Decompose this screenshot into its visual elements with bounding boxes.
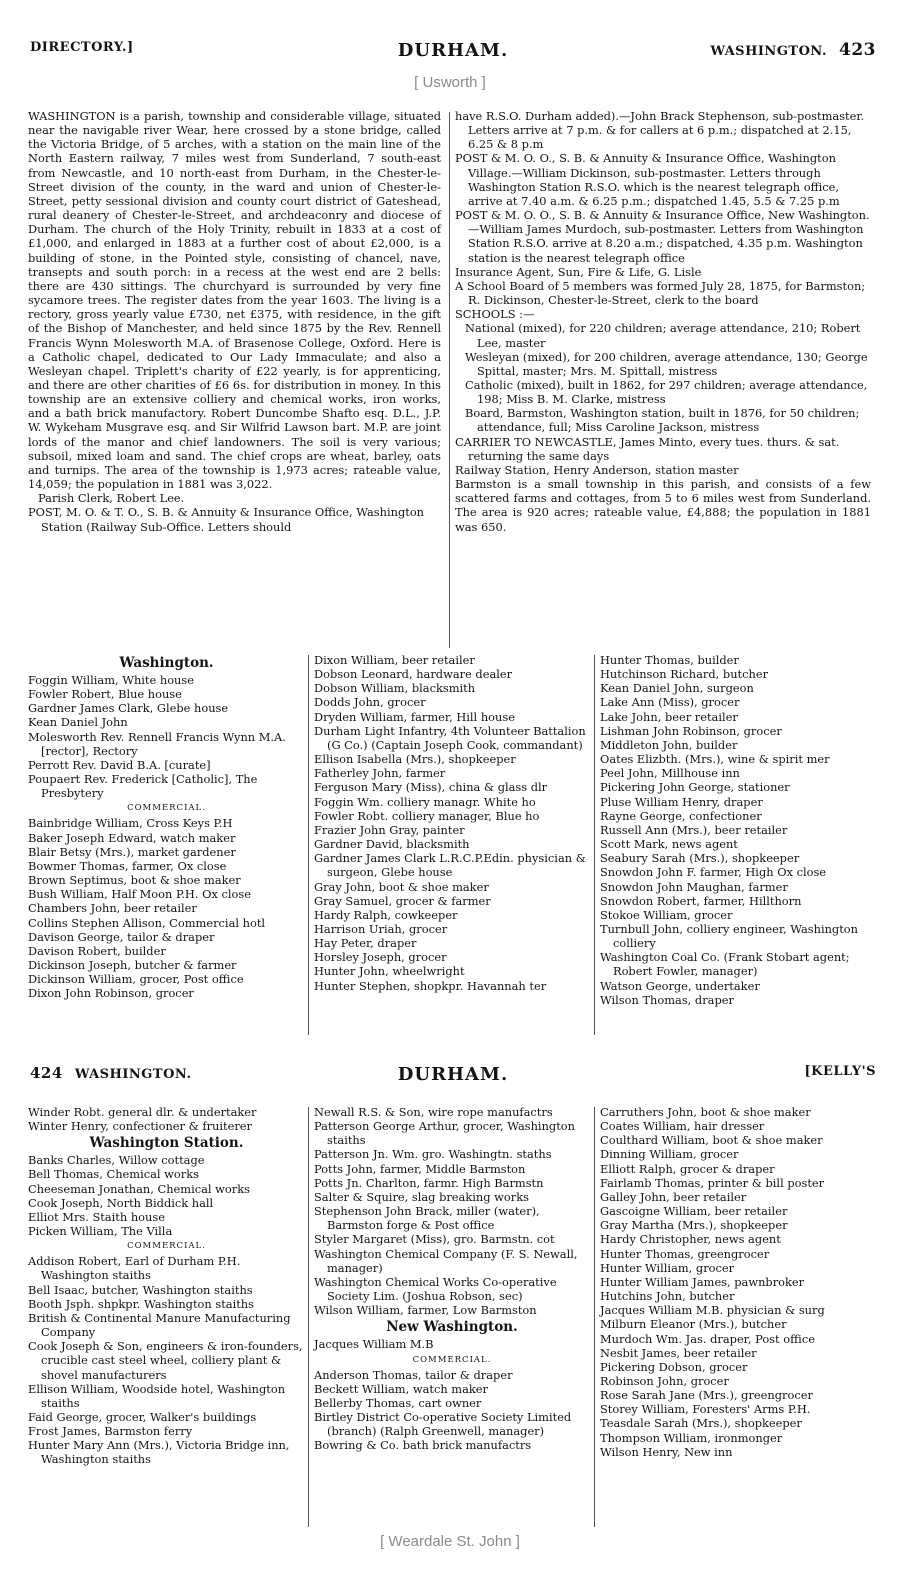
directory-entry: Hay Peter, draper <box>314 936 417 951</box>
intro-entry: POST & M. O. O., S. B. & Annuity & Insurance Office, Washington Village.—William Dickinson, sub-postmaster. Letters through Washington Station R.S.O. which is the nearest telegraph office, arrive at 7.40 a.m. & 6.25 p.m.; dispatched 1.45, 5.5 & 7.25 p.m <box>455 151 840 208</box>
column-rule <box>594 655 595 1035</box>
directory-entry: Styler Margaret (Miss), gro. Barmstn. cot <box>314 1232 555 1247</box>
directory-entry: Jacques William M.B. physician & surg <box>600 1303 825 1318</box>
directory-entry: Hunter William, grocer <box>600 1260 735 1275</box>
section-heading: Washington. <box>119 655 214 671</box>
directory-entry: Washington Coal Co. (Frank Stobart agent; Robert Fowler, manager) <box>600 950 850 979</box>
directory-entry: Bowmer Thomas, farmer, Ox close <box>28 858 227 873</box>
directory-entry: Bell Isaac, butcher, Washington staiths <box>28 1282 253 1297</box>
directory-entry: Fairlamb Thomas, printer & bill poster <box>600 1175 825 1190</box>
directory-entry: Gray Martha (Mrs.), shopkeeper <box>600 1218 788 1233</box>
directory-entry: Chambers John, beer retailer <box>28 901 197 916</box>
section-heading: Washington Station. <box>89 1135 244 1152</box>
directory-entry: Gardner James Clark L.R.C.P.Edin. physician & surgeon, Glebe house <box>314 851 586 880</box>
intro-entry: A School Board of 5 members was formed July 28, 1875, for Barmston; R. Dickinson, Chester-le-Street, clerk to the board <box>455 278 866 308</box>
directory-entry: Wilson William, farmer, Low Barmston <box>314 1303 537 1318</box>
directory-entry: Lake Ann (Miss), grocer <box>600 695 740 710</box>
directory-entry: Bowring & Co. bath brick manufactrs <box>314 1438 532 1453</box>
directory-entry: Ferguson Mary (Miss), china & glass dlr <box>314 780 548 795</box>
directory-entry: Dobson William, blacksmith <box>314 681 476 696</box>
directory-entry: Peel John, Millhouse inn <box>600 766 740 781</box>
column-rule <box>308 655 309 1035</box>
directory-entry: Cook Joseph & Son, engineers & iron-founders, crucible cast steel wheel, colliery plant & shovel manufacturers <box>28 1339 303 1382</box>
directory-entry: Hutchins John, butcher <box>600 1289 735 1304</box>
header-place: WASHINGTON. <box>710 44 827 59</box>
directory-entry: Storey William, Foresters' Arms P.H. <box>600 1402 811 1417</box>
directory-entry: Elliot Mrs. Staith house <box>28 1209 165 1224</box>
directory-entry: Snowdon Robert, farmer, Hillthorn <box>600 893 802 908</box>
directory-entry: Snowdon John Maughan, farmer <box>600 879 788 894</box>
directory-entry: Rayne George, confectioner <box>600 808 762 823</box>
directory-entry: Pickering Dobson, grocer <box>600 1359 748 1374</box>
directory-entry: Kean Daniel John <box>28 715 128 730</box>
directory-entry: Dobson Leonard, hardware dealer <box>314 667 513 682</box>
page-number: 424 <box>30 1064 63 1082</box>
directory-entry: Coates William, hair dresser <box>600 1119 765 1134</box>
intro-entry: SCHOOLS :— <box>455 307 535 322</box>
directory-entry: Dixon John Robinson, grocer <box>28 986 194 1001</box>
directory-column-1 <box>28 653 305 1000</box>
directory-entry: Fowler Robert, Blue house <box>28 687 182 702</box>
intro-entry: Parish Clerk, Robert Lee. <box>38 491 185 506</box>
directory-entry: Dodds John, grocer <box>314 695 426 710</box>
column-rule <box>449 112 450 648</box>
directory-column-2 <box>314 653 590 993</box>
directory-entry: Lake John, beer retailer <box>600 709 738 724</box>
directory-entry: Ellison Isabella (Mrs.), shopkeeper <box>314 752 516 767</box>
directory-entry: Blair Betsy (Mrs.), market gardener <box>28 844 236 859</box>
intro-right-column <box>455 109 871 534</box>
directory-entry: Carruthers John, boot & shoe maker <box>600 1105 811 1119</box>
directory-entry: Gray John, boot & shoe maker <box>314 879 489 894</box>
directory-entry: Dickinson William, grocer, Post office <box>28 972 244 987</box>
directory-entry: Hunter Thomas, builder <box>600 653 739 667</box>
directory-entry: Ellison William, Woodside hotel, Washington staiths <box>28 1381 286 1410</box>
directory-entry: Foggin William, White house <box>28 673 194 687</box>
directory-entry: Cheeseman Jonathan, Chemical works <box>28 1181 250 1196</box>
directory-entry: Hutchinson Richard, butcher <box>600 667 769 682</box>
p424-column-1 <box>28 1105 305 1467</box>
directory-entry: Russell Ann (Mrs.), beer retailer <box>600 822 788 837</box>
header-left: DIRECTORY.] <box>30 40 134 55</box>
directory-entry: Fatherley John, farmer <box>314 766 446 781</box>
directory-entry: Winter Henry, confectioner & fruiterer <box>28 1119 252 1134</box>
header-right <box>710 40 876 60</box>
directory-entry: Stokoe William, grocer <box>600 907 733 922</box>
directory-entry: Stephenson John Brack, miller (water), Barmston forge & Post office <box>314 1204 540 1233</box>
directory-entry: Pluse William Henry, draper <box>600 794 763 809</box>
directory-entry: Dryden William, farmer, Hill house <box>314 709 515 724</box>
directory-entry: Lishman John Robinson, grocer <box>600 723 782 738</box>
directory-entry: Fowler Robt. colliery manager, Blue ho <box>314 808 540 823</box>
directory-entry: Dixon William, beer retailer <box>314 653 475 667</box>
directory-entry: Bell Thomas, Chemical works <box>28 1167 199 1182</box>
directory-entry: Foggin Wm. colliery managr. White ho <box>314 794 536 809</box>
intro-entry: Insurance Agent, Sun, Fire & Life, G. Lisle <box>455 264 702 279</box>
directory-entry: Davison George, tailor & draper <box>28 929 215 944</box>
directory-entry: Bainbridge William, Cross Keys P.H <box>28 816 233 831</box>
directory-entry: Thompson William, ironmonger <box>600 1430 783 1445</box>
directory-column-3 <box>600 653 880 1007</box>
directory-entry: Davison Robert, builder <box>28 943 166 958</box>
directory-entry: Hunter Thomas, greengrocer <box>600 1246 770 1261</box>
directory-entry: Winder Robt. general dlr. & undertaker <box>28 1105 257 1119</box>
directory-entry: Snowdon John F. farmer, High Ox close <box>600 865 827 880</box>
directory-entry: Bush William, Half Moon P.H. Ox close <box>28 887 251 902</box>
directory-entry: Nesbit James, beer retailer <box>600 1345 757 1360</box>
page-number: 423 <box>839 40 876 60</box>
directory-entry: Birtley District Co-operative Society Limited (branch) (Ralph Greenwell, manager) <box>314 1409 572 1439</box>
directory-entry: Turnbull John, colliery engineer, Washington colliery <box>600 921 858 951</box>
directory-entry: Poupaert Rev. Frederick [Catholic], The Presbytery <box>28 772 258 801</box>
directory-entry: Coulthard William, boot & shoe maker <box>600 1133 823 1148</box>
directory-entry: Milburn Eleanor (Mrs.), butcher <box>600 1317 787 1332</box>
directory-entry: Banks Charles, Willow cottage <box>28 1153 205 1168</box>
directory-entry: Scott Mark, news agent <box>600 837 738 852</box>
directory-entry: Collins Stephen Allison, Commercial hotl <box>28 915 266 930</box>
directory-entry: Rose Sarah Jane (Mrs.), greengrocer <box>600 1388 813 1403</box>
directory-entry: Robinson John, grocer <box>600 1373 729 1388</box>
directory-entry: Washington Chemical Company (F. S. Newall, manager) <box>314 1246 578 1275</box>
directory-entry: Watson George, undertaker <box>600 978 760 993</box>
directory-entry: Molesworth Rev. Rennell Francis Wynn M.A. [rector], Rectory <box>28 729 286 758</box>
directory-entry: Picken William, The Villa <box>28 1224 173 1239</box>
header-right: [KELLY'S <box>804 1064 876 1079</box>
directory-entry: Hardy Christopher, news agent <box>600 1232 781 1247</box>
directory-entry: Hunter John, wheelwright <box>314 964 465 979</box>
directory-entry: Dinning William, grocer <box>600 1147 739 1162</box>
next-parish-link[interactable]: [ Weardale St. John ] <box>380 1533 520 1550</box>
directory-entry: Salter & Squire, slag breaking works <box>314 1189 529 1204</box>
intro-left-column <box>28 109 441 534</box>
prev-parish-link[interactable]: [ Usworth ] <box>414 74 486 91</box>
directory-entry: Booth Jsph. shpkpr. Washington staiths <box>28 1296 254 1311</box>
directory-entry: Hardy Ralph, cowkeeper <box>314 907 458 922</box>
section-heading: New Washington. <box>386 1319 518 1336</box>
directory-entry: Teasdale Sarah (Mrs.), shopkeeper <box>600 1416 802 1431</box>
directory-entry: Elliott Ralph, grocer & draper <box>600 1161 775 1176</box>
directory-entry: Newall R.S. & Son, wire rope manufactrs <box>314 1105 553 1119</box>
header-center: DURHAM. <box>397 40 509 61</box>
column-rule <box>594 1107 595 1527</box>
directory-entry: Brown Septimus, boot & shoe maker <box>28 873 241 888</box>
header-center: DURHAM. <box>397 1064 509 1085</box>
page-424-header <box>30 1064 876 1088</box>
directory-entry: Pickering John George, stationer <box>600 780 790 795</box>
page-423-header <box>30 40 876 64</box>
p424-column-2 <box>314 1105 590 1452</box>
directory-entry: Hunter Mary Ann (Mrs.), Victoria Bridge inn, Washington staiths <box>28 1438 290 1467</box>
directory-entry: Bellerby Thomas, cart owner <box>314 1395 482 1410</box>
directory-entry: Seabury Sarah (Mrs.), shopkeeper <box>600 851 800 866</box>
directory-entry: Gray Samuel, grocer & farmer <box>314 893 491 908</box>
intro-entry: CARRIER TO NEWCASTLE, James Minto, every tues. thurs. & sat. returning the same days <box>455 434 840 463</box>
intro-entry: Board, Barmston, Washington station, built in 1876, for 50 children; attendance, full; Miss Caroline Jackson, mistress <box>465 406 860 435</box>
directory-entry: Jacques William M.B <box>314 1337 434 1352</box>
intro-entry: POST, M. O. & T. O., S. B. & Annuity & Insurance Office, Washington Station (Railway Sub-Office. Letters should <box>28 505 425 534</box>
directory-entry: Gardner James Clark, Glebe house <box>28 701 229 716</box>
directory-entry: Patterson George Arthur, grocer, Washington staiths <box>314 1119 575 1148</box>
directory-entry: Baker Joseph Edward, watch maker <box>28 830 236 845</box>
directory-entry: Dickinson Joseph, butcher & farmer <box>28 957 237 972</box>
intro-entry: National (mixed), for 220 children; average attendance, 210; Robert Lee, master <box>465 321 861 350</box>
directory-entry: Harrison Uriah, grocer <box>314 921 448 936</box>
directory-entry: British & Continental Manure Manufacturing Company <box>28 1310 291 1340</box>
directory-entry: Gardner David, blacksmith <box>314 837 470 852</box>
directory-entry: Galley John, beer retailer <box>600 1189 747 1204</box>
intro-entry: have R.S.O. Durham added).—John Brack Stephenson, sub-postmaster. Letters arrive at 7 p.m. & for callers at 6 p.m.; dispatched at 2.15, 6.25 & 8 p.m <box>455 109 865 152</box>
intro-entry: Catholic (mixed), built in 1862, for 297 children; average attendance, 198; Miss B. M. Clarke, mistress <box>465 377 868 407</box>
commercial-label: COMMERCIAL. <box>412 1354 492 1365</box>
directory-entry: Potts John, farmer, Middle Barmston <box>314 1161 526 1176</box>
intro-entry: Barmston is a small township in this parish, and consists of a few scattered farms and cottages, from 5 to 6 miles west from Sunderland. The area is 920 acres; rateable value, £4,888; the population in 1881 was 650. <box>455 477 871 534</box>
header-place: WASHINGTON. <box>74 1067 192 1082</box>
directory-entry: Addison Robert, Earl of Durham P.H. Washington staiths <box>28 1254 241 1283</box>
column-rule <box>308 1107 309 1527</box>
directory-entry: Durham Light Infantry, 4th Volunteer Battalion (G Co.) (Captain Joseph Cook, commandant) <box>314 723 586 752</box>
directory-entry: Potts Jn. Charlton, farmr. High Barmstn <box>314 1175 544 1190</box>
directory-entry: Murdoch Wm. Jas. draper, Post office <box>600 1331 815 1346</box>
intro-entry: Railway Station, Henry Anderson, station master <box>455 462 739 477</box>
directory-entry: Perrott Rev. David B.A. [curate] <box>28 757 211 772</box>
directory-entry: Kean Daniel John, surgeon <box>600 681 754 696</box>
directory-entry: Frazier John Gray, painter <box>314 822 465 837</box>
directory-entry: Hunter William James, pawnbroker <box>600 1274 805 1289</box>
directory-entry: Wilson Henry, New inn <box>600 1444 733 1459</box>
intro-entry: POST & M. O. O., S. B. & Annuity & Insurance Office, New Washington.—William James Murdoch, sub-postmaster. Letters from Washington Station R.S.O. arrive at 8.20 a.m.; dispatched, 4.35 p.m. Washington station is the nearest telegraph office <box>455 208 870 265</box>
directory-entry: Anderson Thomas, tailor & draper <box>314 1367 513 1382</box>
directory-entry: Washington Chemical Works Co-operative Society Lim. (Joshua Robson, sec) <box>314 1274 557 1304</box>
directory-entry: Oates Elizbth. (Mrs.), wine & spirit mer <box>600 752 830 767</box>
intro-entry: Wesleyan (mixed), for 200 children, average attendance, 130; George Spittal, master; Mrs. M. Spittall, mistress <box>465 349 868 378</box>
directory-entry: Horsley Joseph, grocer <box>314 950 447 965</box>
directory-entry: Gascoigne William, beer retailer <box>600 1204 788 1219</box>
directory-entry: Patterson Jn. Wm. gro. Washingtn. staths <box>314 1147 552 1162</box>
directory-entry: Frost James, Barmston ferry <box>28 1424 193 1439</box>
commercial-label: COMMERCIAL. <box>127 1241 206 1252</box>
parish-description: WASHINGTON is a parish, township and considerable village, situated near the navigable river Wear, here crossed by a stone bridge, called the Victoria Bridge, of 5 arches, with a station on the main line of the North Eastern railway, 7 miles west from Sunderland, 7 south-east from Newcastle, and 10 north-east from Durham, in the Chester-le-Street division of the county, in the ward and union of Chester-le-Street, petty sessional division and county court district of Gateshead, rural deanery of Chester-le-Street, and archdeaconry and diocese of Durham. The church of the Holy Trinity, rebuilt in 1833 at a cost of £1,000, and enlarged in 1883 at a further cost of about £2,000, is a building of stone, in the Pointed style, consisting of chancel, nave, transepts and south porch: in a recess at the west end are 2 bells: there are 430 sittings. The churchyard is surrounded by very fine sycamore trees. The register dates from the year 1603. The living is a rectory, gross yearly value £730, net £375, with residence, in the gift of the Bishop of Manchester, and held since 1875 by the Rev. Rennell Francis Wynn Molesworth M.A. of Brasenose College, Oxford. Here is a Catholic chapel, dedicated to Our Lady Immaculate; and also a Wesleyan chapel. Triplett's charity of £22 yearly, is for apprenticing, and there are other charities of £6 6s. for distribution in money. In this township are an extensive colliery and chemical works, iron works, and a bath brick manufactory. Robert Duncombe Shafto esq. D.L., J.P. W. Wykeham Musgrave esq. and Sir Wilfrid Lawson bart. M.P. are joint lords of the manor and chief landowners. The soil is very various; subsoil, mixed loam and sand. The chief crops are wheat, barley, oats and turnips. The area of the township is 1,973 acres; rateable value, 14,059; the population in 1881 was 3,022. <box>28 109 441 492</box>
directory-entry: Wilson Thomas, draper <box>600 992 734 1007</box>
p424-column-3 <box>600 1105 880 1459</box>
commercial-label: COMMERCIAL. <box>127 803 206 814</box>
directory-entry: Cook Joseph, North Biddick hall <box>28 1195 214 1210</box>
directory-entry: Hunter Stephen, shopkpr. Havannah ter <box>314 978 547 993</box>
directory-entry: Beckett William, watch maker <box>314 1381 488 1396</box>
directory-entry: Middleton John, builder <box>600 737 738 752</box>
directory-entry: Faid George, grocer, Walker's buildings <box>28 1409 257 1424</box>
